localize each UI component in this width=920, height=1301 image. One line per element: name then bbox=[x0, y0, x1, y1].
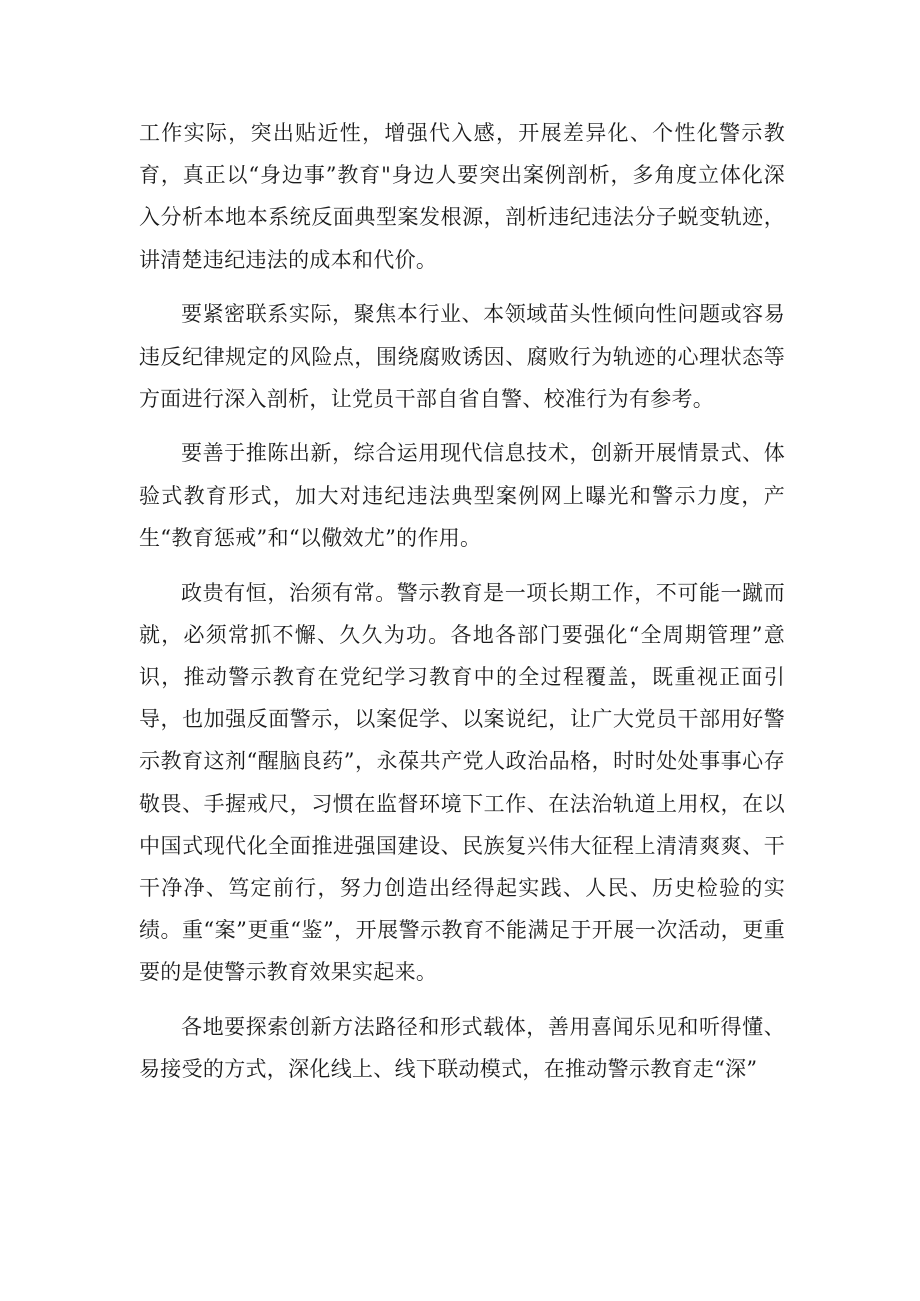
paragraph-5-text: 各地要探索创新方法路径和形式载体，善用喜闻乐见和听得懂、易接受的方式，深化线上、线下联动模式，在推动警示教育走“深” bbox=[139, 1015, 785, 1082]
paragraph-4 bbox=[139, 572, 785, 994]
paragraph-3 bbox=[139, 432, 785, 559]
paragraph-1 bbox=[139, 112, 785, 281]
paragraph-1-text: 工作实际，突出贴近性，增强代入感，开展差异化、个性化警示教育，真正以“身边事”教育"身边人要突出案例剖析，多角度立体化深入分析本地本系统反面典型案发根源，剖析违纪违法分子蜕变轨迹，讲清楚违纪违法的成本和代价。 bbox=[139, 121, 785, 272]
document-body bbox=[139, 112, 785, 1090]
paragraph-2 bbox=[139, 293, 785, 420]
paragraph-3-text: 要善于推陈出新，综合运用现代信息技术，创新开展情景式、体验式教育形式，加大对违纪违法典型案例网上曝光和警示力度，产生“教育惩戒”和“以儆效尤”的作用。 bbox=[139, 441, 785, 550]
paragraph-2-text: 要紧密联系实际，聚焦本行业、本领域苗头性倾向性问题或容易违反纪律规定的风险点，围绕腐败诱因、腐败行为轨迹的心理状态等方面进行深入剖析，让党员干部自省自警、校准行为有参考。 bbox=[139, 302, 785, 411]
paragraph-5 bbox=[139, 1006, 785, 1090]
paragraph-4-text: 政贵有恒，治须有常。警示教育是一项长期工作，不可能一蹴而就，必须常抓不懈、久久为功。各地各部门要强化“全周期管理”意识，推动警示教育在党纪学习教育中的全过程覆盖，既重视正面引导，也加强反面警示，以案促学、以案说纪，让广大党员干部用好警示教育这剂“醒脑良药”，永葆共产党人政治品格，时时处处事事心存敬畏、手握戒尺，习惯在监督环境下工作、在法治轨道上用权，在以中国式现代化全面推进强国建设、民族复兴伟大征程上清清爽爽、干干净净、笃定前行，努力创造出经得起实践、人民、历史检验的实绩。重“案”更重“鉴”，开展警示教育不能满足于开展一次活动，更重要的是使警示教育效果实起来。 bbox=[139, 580, 785, 985]
